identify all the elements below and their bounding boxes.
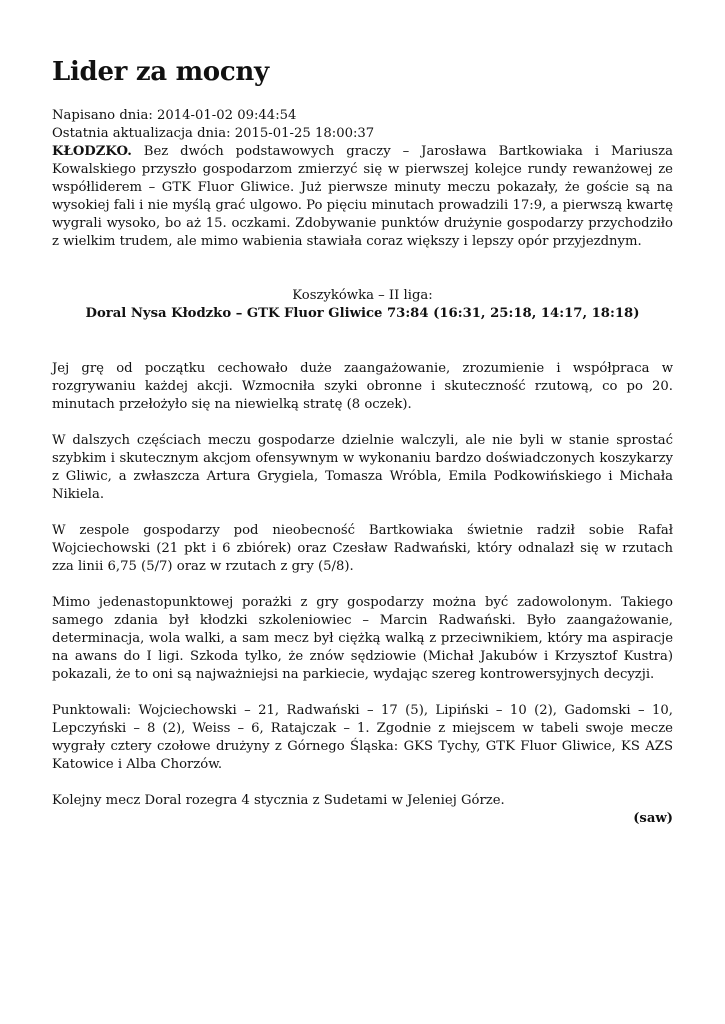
body-paragraph: Punktowali: Wojciechowski – 21, Radwański – 17 (5), Lipiński – 10 (2), Gadomski – 10, Lepczyński – 8 (2), Weiss – 6, Ratajczak – 1. Zgodnie z miejscem w tabeli swoje mecze wygrały cztery czołowe drużyny z Górnego Śląska: GKS Tychy, GTK Fluor Gliwice, KS AZS Katowice i Alba Chorzów. xyxy=(52,703,673,772)
match-result xyxy=(52,287,673,323)
body-paragraph: Mimo jedenastopunktowej porażki z gry gospodarzy można być zadowolonym. Takiego samego zdania był kłodzki szkoleniowiec – Marcin Radwański. Było zaangażowanie, determinacja, wola walki, a sam mecz był ciężką walką z przeciwnikiem, który ma aspiracje na awans do I ligi. Szkoda tylko, że znów sędziowie (Michał Jakubów i Krzysztof Kustra) pokazali, że to oni są najważniejsi na parkiecie, wydając szereg kontrowersyjnych decyzji. xyxy=(52,595,673,682)
author-signature: (saw) xyxy=(633,811,673,826)
body-paragraph: Kolejny mecz Doral rozegra 4 stycznia z Sudetami w Jeleniej Górze. xyxy=(52,793,505,808)
score-line: Doral Nysa Kłodzko – GTK Fluor Gliwice 73:84 (16:31, 25:18, 14:17, 18:18) xyxy=(85,306,640,321)
lead-location: KŁODZKO. xyxy=(52,144,132,159)
lead-text: Bez dwóch podstawowych graczy – Jarosława Bartkowiaka i Mariusza Kowalskiego przyszło gospodarzom zmierzyć się w pierwszej kolejce rundy rewanżowej ze współliderem – GTK Fluor Gliwice. Już pierwsze minuty meczu pokazały, że goście są na wysokiej fali i nie myślą grać ulgowo. Po pięciu minutach prowadzili 17:9, a pierwszą kwartę wygrali wysoko, bo aż 15. oczkami. Zdobywanie punktów drużynie gospodarzy przychodziło z wielkim trudem, ale mimo wabienia stawiała coraz większy i lepszy opór przyjezdnym. xyxy=(52,144,673,249)
body-paragraph: W zespole gospodarzy pod nieobecność Bartkowiaka świetnie radził sobie Rafał Wojciechowski (21 pkt i 6 zbiórek) oraz Czesław Radwański, który odnalazł się w rzutach zza linii 6,75 (5/7) oraz w rzutach z gry (5/8). xyxy=(52,523,673,574)
body-paragraph: Jej grę od początku cechowało duże zaangażowanie, zrozumienie i współpraca w rozgrywaniu każdej akcji. Wzmocniła szyki obronne i skuteczność rzutową, co po 20. minutach przełożyło się na niewielką stratę (8 oczek). xyxy=(52,361,673,412)
league-label: Koszykówka – II liga: xyxy=(292,288,433,303)
published-date: Napisano dnia: 2014-01-02 09:44:54 xyxy=(52,108,297,123)
article xyxy=(52,54,673,828)
lead-paragraph xyxy=(52,143,673,251)
body-paragraph: W dalszych częściach meczu gospodarze dzielnie walczyli, ale nie byli w stanie sprostać szybkim i skutecznym akcjom ofensywnym w wykonaniu bardzo doświadczonych koszykarzy z Gliwic, a zwłaszcza Artura Grygiela, Tomasza Wróbla, Emila Podkowińskiego i Michała Nikiela. xyxy=(52,433,673,502)
article-title: Lider za mocny xyxy=(52,57,269,87)
updated-date: Ostatnia aktualizacja dnia: 2015-01-25 18:00:37 xyxy=(52,126,375,141)
